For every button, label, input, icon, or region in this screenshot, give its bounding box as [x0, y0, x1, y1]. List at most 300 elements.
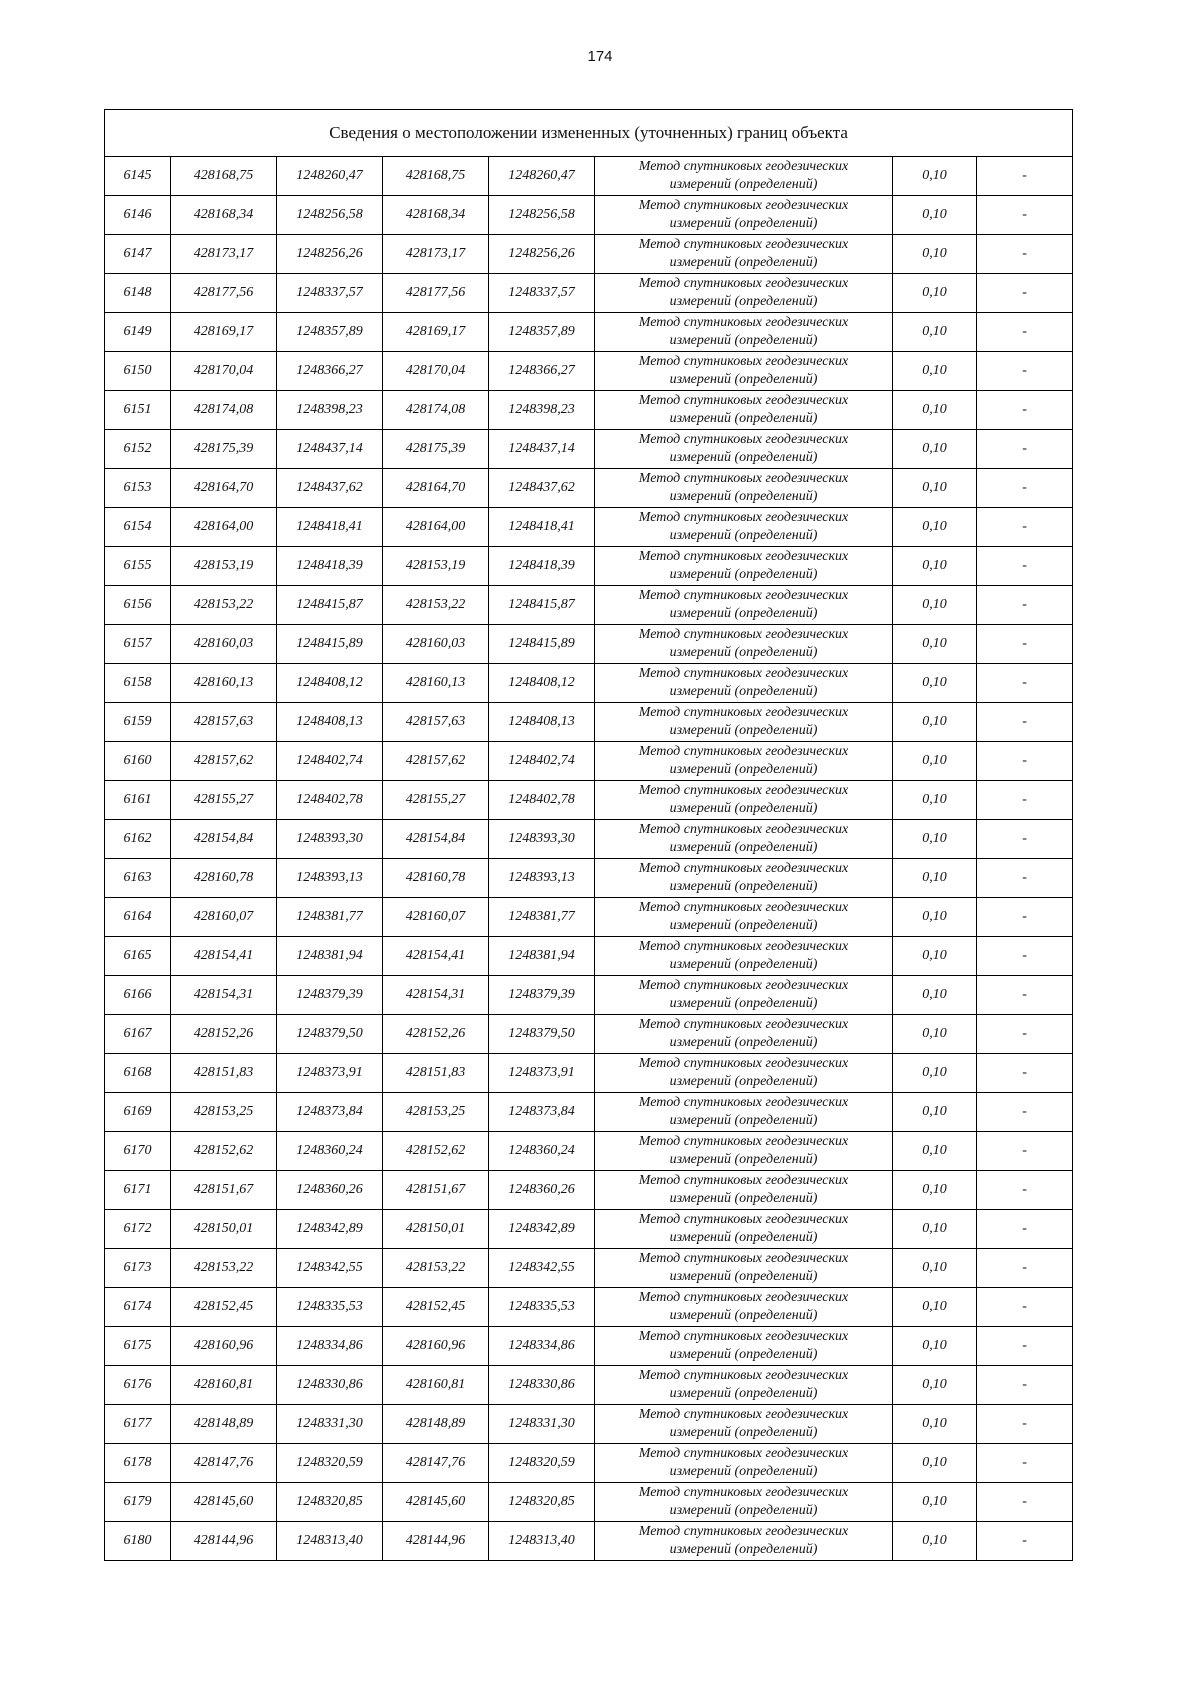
method-cell	[595, 274, 893, 313]
y-existing-cell: 1248366,27	[277, 352, 383, 391]
y-existing-cell: 1248379,50	[277, 1015, 383, 1054]
point-number-cell: 6177	[105, 1405, 171, 1444]
accuracy-cell: 0,10	[893, 235, 977, 274]
y-new-cell: 1248342,55	[489, 1249, 595, 1288]
method-line-2: измерений (определений)	[669, 918, 818, 933]
accuracy-cell: 0,10	[893, 391, 977, 430]
table-row	[105, 1054, 1073, 1093]
x-new-cell: 428155,27	[383, 781, 489, 820]
table-row	[105, 742, 1073, 781]
description-cell: -	[977, 1210, 1073, 1249]
method-cell	[595, 664, 893, 703]
table-row	[105, 1171, 1073, 1210]
point-number-cell: 6157	[105, 625, 171, 664]
method-line-1: Метод спутниковых геодезических	[638, 1290, 849, 1305]
y-new-cell: 1248331,30	[489, 1405, 595, 1444]
x-existing-cell: 428150,01	[171, 1210, 277, 1249]
table-row	[105, 1366, 1073, 1405]
method-cell	[595, 1132, 893, 1171]
accuracy-cell: 0,10	[893, 1327, 977, 1366]
point-number-cell: 6149	[105, 313, 171, 352]
method-line-1: Метод спутниковых геодезических	[638, 783, 849, 798]
x-existing-cell: 428169,17	[171, 313, 277, 352]
method-line-1: Метод спутниковых геодезических	[638, 354, 849, 369]
accuracy-cell: 0,10	[893, 313, 977, 352]
method-cell	[595, 1405, 893, 1444]
method-cell	[595, 313, 893, 352]
method-cell	[595, 937, 893, 976]
x-existing-cell: 428173,17	[171, 235, 277, 274]
x-new-cell: 428153,25	[383, 1093, 489, 1132]
x-new-cell: 428151,83	[383, 1054, 489, 1093]
point-number-cell: 6176	[105, 1366, 171, 1405]
accuracy-cell: 0,10	[893, 352, 977, 391]
method-line-1: Метод спутниковых геодезических	[638, 159, 849, 174]
table-row	[105, 820, 1073, 859]
y-new-cell: 1248342,89	[489, 1210, 595, 1249]
table-row	[105, 859, 1073, 898]
method-line-1: Метод спутниковых геодезических	[638, 1056, 849, 1071]
accuracy-cell: 0,10	[893, 586, 977, 625]
y-existing-cell: 1248320,59	[277, 1444, 383, 1483]
table-row	[105, 1093, 1073, 1132]
table-row	[105, 898, 1073, 937]
description-cell: -	[977, 742, 1073, 781]
table-row	[105, 274, 1073, 313]
y-existing-cell: 1248360,26	[277, 1171, 383, 1210]
x-new-cell: 428154,84	[383, 820, 489, 859]
method-line-1: Метод спутниковых геодезических	[638, 666, 849, 681]
table-title: Сведения о местоположении измененных (уточненных) границ объекта	[105, 110, 1073, 157]
method-line-2: измерений (определений)	[669, 957, 818, 972]
y-new-cell: 1248260,47	[489, 157, 595, 196]
point-number-cell: 6179	[105, 1483, 171, 1522]
x-new-cell: 428160,81	[383, 1366, 489, 1405]
x-new-cell: 428164,70	[383, 469, 489, 508]
accuracy-cell: 0,10	[893, 898, 977, 937]
method-line-2: измерений (определений)	[669, 723, 818, 738]
method-cell	[595, 469, 893, 508]
method-line-1: Метод спутниковых геодезических	[638, 588, 849, 603]
method-cell	[595, 625, 893, 664]
method-line-2: измерений (определений)	[669, 1074, 818, 1089]
point-number-cell: 6158	[105, 664, 171, 703]
table-row	[105, 625, 1073, 664]
table-row	[105, 1015, 1073, 1054]
method-cell	[595, 1444, 893, 1483]
y-existing-cell: 1248418,41	[277, 508, 383, 547]
y-existing-cell: 1248408,13	[277, 703, 383, 742]
method-cell	[595, 1522, 893, 1561]
x-existing-cell: 428153,22	[171, 1249, 277, 1288]
method-cell	[595, 976, 893, 1015]
accuracy-cell: 0,10	[893, 1444, 977, 1483]
description-cell: -	[977, 274, 1073, 313]
description-cell: -	[977, 1249, 1073, 1288]
x-new-cell: 428147,76	[383, 1444, 489, 1483]
y-existing-cell: 1248415,87	[277, 586, 383, 625]
table-row	[105, 469, 1073, 508]
x-new-cell: 428154,31	[383, 976, 489, 1015]
description-cell: -	[977, 937, 1073, 976]
description-cell: -	[977, 196, 1073, 235]
x-existing-cell: 428153,22	[171, 586, 277, 625]
method-cell	[595, 820, 893, 859]
x-new-cell: 428175,39	[383, 430, 489, 469]
y-existing-cell: 1248402,74	[277, 742, 383, 781]
description-cell: -	[977, 313, 1073, 352]
description-cell: -	[977, 781, 1073, 820]
accuracy-cell: 0,10	[893, 937, 977, 976]
method-line-1: Метод спутниковых геодезических	[638, 822, 849, 837]
point-number-cell: 6147	[105, 235, 171, 274]
point-number-cell: 6163	[105, 859, 171, 898]
point-number-cell: 6145	[105, 157, 171, 196]
method-cell	[595, 1327, 893, 1366]
x-new-cell: 428152,45	[383, 1288, 489, 1327]
x-new-cell: 428168,75	[383, 157, 489, 196]
table-row	[105, 1483, 1073, 1522]
x-existing-cell: 428153,19	[171, 547, 277, 586]
x-new-cell: 428153,22	[383, 1249, 489, 1288]
accuracy-cell: 0,10	[893, 196, 977, 235]
description-cell: -	[977, 547, 1073, 586]
x-existing-cell: 428151,83	[171, 1054, 277, 1093]
x-existing-cell: 428152,45	[171, 1288, 277, 1327]
point-number-cell: 6148	[105, 274, 171, 313]
description-cell: -	[977, 1444, 1073, 1483]
x-existing-cell: 428160,13	[171, 664, 277, 703]
accuracy-cell: 0,10	[893, 430, 977, 469]
y-existing-cell: 1248342,55	[277, 1249, 383, 1288]
accuracy-cell: 0,10	[893, 1522, 977, 1561]
y-new-cell: 1248437,14	[489, 430, 595, 469]
y-new-cell: 1248418,39	[489, 547, 595, 586]
method-line-1: Метод спутниковых геодезических	[638, 1251, 849, 1266]
y-existing-cell: 1248415,89	[277, 625, 383, 664]
table-row	[105, 1132, 1073, 1171]
y-existing-cell: 1248381,94	[277, 937, 383, 976]
x-existing-cell: 428157,63	[171, 703, 277, 742]
y-existing-cell: 1248418,39	[277, 547, 383, 586]
method-line-2: измерений (определений)	[669, 255, 818, 270]
description-cell: -	[977, 1405, 1073, 1444]
description-cell: -	[977, 235, 1073, 274]
description-cell: -	[977, 157, 1073, 196]
y-existing-cell: 1248331,30	[277, 1405, 383, 1444]
point-number-cell: 6168	[105, 1054, 171, 1093]
table-row	[105, 157, 1073, 196]
point-number-cell: 6167	[105, 1015, 171, 1054]
x-existing-cell: 428160,96	[171, 1327, 277, 1366]
point-number-cell: 6180	[105, 1522, 171, 1561]
x-existing-cell: 428151,67	[171, 1171, 277, 1210]
method-line-2: измерений (определений)	[669, 294, 818, 309]
point-number-cell: 6169	[105, 1093, 171, 1132]
method-line-1: Метод спутниковых геодезических	[638, 549, 849, 564]
method-line-1: Метод спутниковых геодезических	[638, 237, 849, 252]
x-existing-cell: 428152,26	[171, 1015, 277, 1054]
method-line-2: измерений (определений)	[669, 1542, 818, 1557]
point-number-cell: 6151	[105, 391, 171, 430]
accuracy-cell: 0,10	[893, 820, 977, 859]
accuracy-cell: 0,10	[893, 703, 977, 742]
y-new-cell: 1248373,91	[489, 1054, 595, 1093]
description-cell: -	[977, 1132, 1073, 1171]
method-line-1: Метод спутниковых геодезических	[638, 198, 849, 213]
point-number-cell: 6164	[105, 898, 171, 937]
x-existing-cell: 428160,78	[171, 859, 277, 898]
y-new-cell: 1248357,89	[489, 313, 595, 352]
x-new-cell: 428177,56	[383, 274, 489, 313]
method-line-1: Метод спутниковых геодезических	[638, 1017, 849, 1032]
x-existing-cell: 428145,60	[171, 1483, 277, 1522]
method-line-1: Метод спутниковых геодезических	[638, 1368, 849, 1383]
method-line-2: измерений (определений)	[669, 645, 818, 660]
y-new-cell: 1248381,94	[489, 937, 595, 976]
method-line-2: измерений (определений)	[669, 528, 818, 543]
table-row	[105, 508, 1073, 547]
method-line-2: измерений (определений)	[669, 450, 818, 465]
description-cell: -	[977, 625, 1073, 664]
accuracy-cell: 0,10	[893, 976, 977, 1015]
method-cell	[595, 391, 893, 430]
method-cell	[595, 781, 893, 820]
accuracy-cell: 0,10	[893, 1054, 977, 1093]
description-cell: -	[977, 1327, 1073, 1366]
description-cell: -	[977, 898, 1073, 937]
method-cell	[595, 1015, 893, 1054]
method-cell	[595, 1366, 893, 1405]
accuracy-cell: 0,10	[893, 469, 977, 508]
method-line-2: измерений (определений)	[669, 1269, 818, 1284]
table-row	[105, 547, 1073, 586]
accuracy-cell: 0,10	[893, 742, 977, 781]
x-existing-cell: 428164,00	[171, 508, 277, 547]
x-new-cell: 428151,67	[383, 1171, 489, 1210]
method-line-2: измерений (определений)	[669, 1035, 818, 1050]
y-new-cell: 1248381,77	[489, 898, 595, 937]
y-new-cell: 1248335,53	[489, 1288, 595, 1327]
description-cell: -	[977, 859, 1073, 898]
table-row	[105, 391, 1073, 430]
y-existing-cell: 1248408,12	[277, 664, 383, 703]
point-number-cell: 6175	[105, 1327, 171, 1366]
point-number-cell: 6156	[105, 586, 171, 625]
y-new-cell: 1248408,12	[489, 664, 595, 703]
x-new-cell: 428160,13	[383, 664, 489, 703]
method-line-2: измерений (определений)	[669, 684, 818, 699]
y-existing-cell: 1248313,40	[277, 1522, 383, 1561]
table-row	[105, 1249, 1073, 1288]
accuracy-cell: 0,10	[893, 1093, 977, 1132]
description-cell: -	[977, 664, 1073, 703]
accuracy-cell: 0,10	[893, 508, 977, 547]
accuracy-cell: 0,10	[893, 1249, 977, 1288]
accuracy-cell: 0,10	[893, 1015, 977, 1054]
method-line-2: измерений (определений)	[669, 1152, 818, 1167]
table-row	[105, 703, 1073, 742]
table-row	[105, 1210, 1073, 1249]
page-number: 174	[587, 48, 613, 65]
y-new-cell: 1248408,13	[489, 703, 595, 742]
method-line-2: измерений (определений)	[669, 879, 818, 894]
method-line-2: измерений (определений)	[669, 216, 818, 231]
point-number-cell: 6170	[105, 1132, 171, 1171]
method-cell	[595, 703, 893, 742]
description-cell: -	[977, 1015, 1073, 1054]
method-line-1: Метод спутниковых геодезических	[638, 1173, 849, 1188]
point-number-cell: 6174	[105, 1288, 171, 1327]
method-cell	[595, 1093, 893, 1132]
method-cell	[595, 1483, 893, 1522]
method-line-1: Метод спутниковых геодезических	[638, 276, 849, 291]
point-number-cell: 6155	[105, 547, 171, 586]
method-cell	[595, 898, 893, 937]
table-row	[105, 781, 1073, 820]
method-line-1: Метод спутниковых геодезических	[638, 1485, 849, 1500]
accuracy-cell: 0,10	[893, 1288, 977, 1327]
y-new-cell: 1248415,87	[489, 586, 595, 625]
x-existing-cell: 428168,34	[171, 196, 277, 235]
accuracy-cell: 0,10	[893, 859, 977, 898]
y-existing-cell: 1248357,89	[277, 313, 383, 352]
x-existing-cell: 428160,03	[171, 625, 277, 664]
point-number-cell: 6166	[105, 976, 171, 1015]
y-existing-cell: 1248393,30	[277, 820, 383, 859]
method-line-1: Метод спутниковых геодезических	[638, 393, 849, 408]
y-existing-cell: 1248360,24	[277, 1132, 383, 1171]
x-new-cell: 428153,19	[383, 547, 489, 586]
method-line-2: измерений (определений)	[669, 1386, 818, 1401]
y-existing-cell: 1248398,23	[277, 391, 383, 430]
accuracy-cell: 0,10	[893, 625, 977, 664]
x-new-cell: 428160,03	[383, 625, 489, 664]
table-row	[105, 1288, 1073, 1327]
y-existing-cell: 1248373,84	[277, 1093, 383, 1132]
method-line-2: измерений (определений)	[669, 1503, 818, 1518]
y-new-cell: 1248379,39	[489, 976, 595, 1015]
x-new-cell: 428152,26	[383, 1015, 489, 1054]
table-row	[105, 1444, 1073, 1483]
description-cell: -	[977, 586, 1073, 625]
method-line-1: Метод спутниковых геодезических	[638, 1524, 849, 1539]
description-cell: -	[977, 391, 1073, 430]
accuracy-cell: 0,10	[893, 1366, 977, 1405]
y-new-cell: 1248418,41	[489, 508, 595, 547]
method-line-2: измерений (определений)	[669, 177, 818, 192]
x-existing-cell: 428152,62	[171, 1132, 277, 1171]
method-line-1: Метод спутниковых геодезических	[638, 471, 849, 486]
accuracy-cell: 0,10	[893, 1132, 977, 1171]
method-cell	[595, 508, 893, 547]
accuracy-cell: 0,10	[893, 274, 977, 313]
accuracy-cell: 0,10	[893, 547, 977, 586]
method-line-2: измерений (определений)	[669, 996, 818, 1011]
method-line-2: измерений (определений)	[669, 606, 818, 621]
x-new-cell: 428145,60	[383, 1483, 489, 1522]
table-body	[105, 157, 1073, 1561]
x-new-cell: 428144,96	[383, 1522, 489, 1561]
x-existing-cell: 428155,27	[171, 781, 277, 820]
y-new-cell: 1248373,84	[489, 1093, 595, 1132]
method-line-2: измерений (определений)	[669, 372, 818, 387]
description-cell: -	[977, 430, 1073, 469]
method-line-1: Метод спутниковых геодезических	[638, 939, 849, 954]
method-cell	[595, 196, 893, 235]
x-existing-cell: 428154,84	[171, 820, 277, 859]
x-new-cell: 428160,07	[383, 898, 489, 937]
method-line-2: измерений (определений)	[669, 1230, 818, 1245]
method-cell	[595, 742, 893, 781]
x-new-cell: 428164,00	[383, 508, 489, 547]
y-new-cell: 1248402,74	[489, 742, 595, 781]
method-line-2: измерений (определений)	[669, 1113, 818, 1128]
y-new-cell: 1248360,26	[489, 1171, 595, 1210]
y-new-cell: 1248393,30	[489, 820, 595, 859]
x-existing-cell: 428164,70	[171, 469, 277, 508]
point-number-cell: 6160	[105, 742, 171, 781]
x-existing-cell: 428170,04	[171, 352, 277, 391]
method-line-2: измерений (определений)	[669, 1191, 818, 1206]
method-line-1: Метод спутниковых геодезических	[638, 315, 849, 330]
x-existing-cell: 428177,56	[171, 274, 277, 313]
accuracy-cell: 0,10	[893, 1171, 977, 1210]
method-line-1: Метод спутниковых геодезических	[638, 432, 849, 447]
method-line-1: Метод спутниковых геодезических	[638, 510, 849, 525]
table-row	[105, 235, 1073, 274]
description-cell: -	[977, 352, 1073, 391]
y-new-cell: 1248398,23	[489, 391, 595, 430]
method-cell	[595, 859, 893, 898]
y-new-cell: 1248393,13	[489, 859, 595, 898]
x-new-cell: 428169,17	[383, 313, 489, 352]
description-cell: -	[977, 1522, 1073, 1561]
y-new-cell: 1248334,86	[489, 1327, 595, 1366]
method-line-2: измерений (определений)	[669, 411, 818, 426]
description-cell: -	[977, 1171, 1073, 1210]
table-row	[105, 352, 1073, 391]
y-new-cell: 1248330,86	[489, 1366, 595, 1405]
method-cell	[595, 547, 893, 586]
y-new-cell: 1248437,62	[489, 469, 595, 508]
point-number-cell: 6152	[105, 430, 171, 469]
method-line-1: Метод спутниковых геодезических	[638, 978, 849, 993]
method-line-1: Метод спутниковых геодезических	[638, 1329, 849, 1344]
y-existing-cell: 1248393,13	[277, 859, 383, 898]
table-row	[105, 976, 1073, 1015]
x-existing-cell: 428153,25	[171, 1093, 277, 1132]
y-existing-cell: 1248337,57	[277, 274, 383, 313]
table-row	[105, 313, 1073, 352]
x-existing-cell: 428148,89	[171, 1405, 277, 1444]
y-existing-cell: 1248260,47	[277, 157, 383, 196]
table-row	[105, 664, 1073, 703]
description-cell: -	[977, 1054, 1073, 1093]
x-existing-cell: 428157,62	[171, 742, 277, 781]
y-new-cell: 1248320,85	[489, 1483, 595, 1522]
y-new-cell: 1248415,89	[489, 625, 595, 664]
x-new-cell: 428160,96	[383, 1327, 489, 1366]
method-line-1: Метод спутниковых геодезических	[638, 1446, 849, 1461]
y-existing-cell: 1248330,86	[277, 1366, 383, 1405]
method-cell	[595, 1210, 893, 1249]
table-row	[105, 430, 1073, 469]
method-line-1: Метод спутниковых геодезических	[638, 861, 849, 876]
method-line-1: Метод спутниковых геодезических	[638, 1095, 849, 1110]
x-new-cell: 428174,08	[383, 391, 489, 430]
y-new-cell: 1248337,57	[489, 274, 595, 313]
